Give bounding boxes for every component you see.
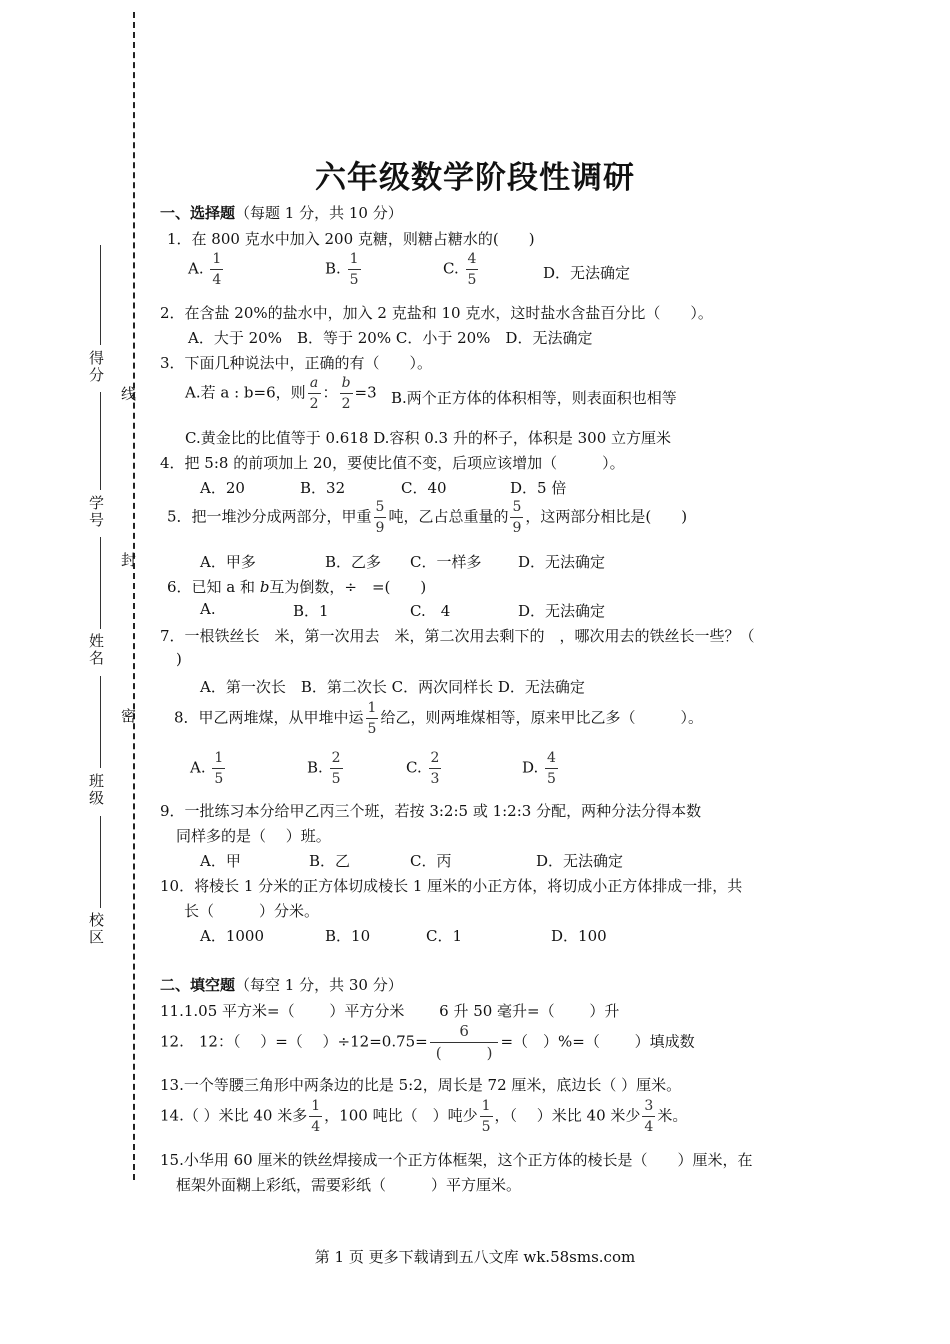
section1-heading: 一、选择题 xyxy=(160,204,236,222)
q1-option-b: B. $\frac{1}{5}$ xyxy=(325,251,359,288)
q3-option-b: B.两个正方体的体积相等，则表面积也相等 xyxy=(391,389,677,407)
page-title: 六年级数学阶段性调研 xyxy=(315,160,635,196)
q6-stem: 6．已知 a 和 b互为倒数，÷ =( ) xyxy=(167,578,427,596)
q8-option-d: D. $\frac{4}{5}$ xyxy=(522,750,556,787)
seal-word-feng: 封 xyxy=(119,552,137,569)
q14: 14.（ ）米比 40 米多 $\frac{1}{4}$ ，100 吨比（ ）吨少 $\frac{1}{5}$ ，（ ）米比 40 米少 $\frac{3}{4}$ 米。 xyxy=(160,1098,688,1135)
q7-stem-line2: ) xyxy=(176,650,182,668)
q9-option-c: C．丙 xyxy=(410,852,452,870)
q6-option-a: A. xyxy=(200,600,216,618)
q1-stem: 1．在 800 克水中加入 200 克糖，则糖占糖水的( ) xyxy=(167,230,535,248)
q4-stem: 4．把 5:8 的前项加上 20，要使比值不变，后项应该增加（ ）。 xyxy=(160,454,625,472)
seal-word-mi: 密 xyxy=(119,708,137,725)
q5-option-b: B．乙多 xyxy=(325,553,382,571)
q5-option-d: D．无法确定 xyxy=(518,553,606,571)
q3-options-cd: C.黄金比的比值等于 0.618 D.容积 0.3 升的杯子，体积是 300 立方厘米 xyxy=(185,429,672,447)
q10-option-c: C．1 xyxy=(426,927,463,945)
q6-option-b: B．1 xyxy=(293,602,329,620)
field-class-rule xyxy=(100,676,101,768)
seal-word-xian: 线 xyxy=(119,386,137,403)
q15-line1: 15.小华用 60 厘米的铁丝焊接成一个正方体框架，这个正方体的棱长是（ ）厘米，在 xyxy=(160,1151,753,1169)
q9-stem-line2: 同样多的是（ ）班。 xyxy=(176,827,331,845)
field-score-rule xyxy=(100,245,101,345)
section1-note: （每题 1 分，共 10 分） xyxy=(235,204,403,222)
q6-option-d: D．无法确定 xyxy=(518,602,606,620)
q9-option-a: A．甲 xyxy=(200,852,241,870)
q8-option-a: A. $\frac{1}{5}$ xyxy=(190,750,224,787)
section2-heading-row xyxy=(160,974,403,995)
q10-stem-line2: 长（ ）分米。 xyxy=(184,902,320,920)
q4-option-d: D．5 倍 xyxy=(510,479,567,497)
q5-stem: 5．把一堆沙分成两部分，甲重 $\frac{5}{9}$ 吨，乙占总重量的 $\frac{5}{9}$ ，这两部分相比是( ) xyxy=(167,499,688,536)
q11: 11.1.05 平方米=（ ）平方分米 6 升 50 毫升=（ ）升 xyxy=(160,1002,620,1020)
q2-stem: 2．在含盐 20%的盐水中，加入 2 克盐和 10 克水，这时盐水含盐百分比（ ）。 xyxy=(160,304,713,322)
page-footer: 第 1 页 更多下载请到五八文库 wk.58sms.com xyxy=(314,1248,636,1266)
q13: 13.一个等腰三角形中两条边的比是 5:2，周长是 72 厘米，底边长（ ）厘米。 xyxy=(160,1076,682,1094)
field-class-label: 班级 xyxy=(87,773,105,807)
q8-option-c: C. $\frac{2}{3}$ xyxy=(406,750,440,787)
field-student-id-label: 学号 xyxy=(87,495,105,529)
section1-heading-row xyxy=(160,202,403,223)
q9-stem-line1: 9．一批练习本分给甲乙丙三个班，若按 3:2:5 或 1:2:3 分配，两种分法分得本数 xyxy=(160,802,702,820)
q15-line2: 框架外面糊上彩纸，需要彩纸（ ）平方厘米。 xyxy=(176,1176,522,1194)
section2-note: （每空 1 分，共 30 分） xyxy=(235,976,403,994)
field-name-rule xyxy=(100,537,101,629)
q12: 12. 12：（ ）=（ ）÷12=0.75= $\frac{6}{( )}$ =（ ）%=（ ）填成数 xyxy=(160,1022,695,1062)
q3-option-a: A.若 a : b=6，则 $\frac{a}{2}$ ： $\frac{b}{2}$ =3 xyxy=(185,375,377,412)
q9-option-b: B．乙 xyxy=(309,852,351,870)
q1-option-c: C. $\frac{4}{5}$ xyxy=(443,251,477,288)
q10-stem-line1: 10．将棱长 1 分米的正方体切成棱长 1 厘米的小正方体，将切成小正方体排成一排，共 xyxy=(160,877,743,895)
q10-option-b: B．10 xyxy=(325,927,371,945)
q2-options: A．大于 20% B．等于 20% C．小于 20% D．无法确定 xyxy=(188,329,593,347)
field-campus-label: 校区 xyxy=(87,912,105,946)
q5-option-c: C．一样多 xyxy=(410,553,482,571)
section2-heading: 二、填空题 xyxy=(160,976,236,994)
q9-option-d: D．无法确定 xyxy=(536,852,624,870)
q7-options: A．第一次长 B．第二次长 C．两次同样长 D．无法确定 xyxy=(200,678,585,696)
q7-stem-line1: 7．一根铁丝长 米，第一次用去 米，第二次用去剩下的 ，哪次用去的铁丝长一些？（ xyxy=(160,627,755,645)
q8-stem: 8．甲乙两堆煤，从甲堆中运 $\frac{1}{5}$ 给乙，则两堆煤相等，原来甲比乙多（ ）。 xyxy=(174,700,703,737)
q6-option-c: C. 4 xyxy=(410,602,451,620)
q4-option-a: A．20 xyxy=(200,479,245,497)
q1-option-a: A. $\frac{1}{4}$ xyxy=(188,251,222,288)
field-name-label: 姓名 xyxy=(87,633,105,667)
field-student-id-rule xyxy=(100,392,101,490)
q1-option-d: D．无法确定 xyxy=(543,264,631,282)
q10-option-a: A．1000 xyxy=(200,927,265,945)
field-score-label: 得分 xyxy=(87,350,105,384)
field-campus-rule xyxy=(100,816,101,908)
q4-option-b: B．32 xyxy=(300,479,346,497)
q8-option-b: B. $\frac{2}{5}$ xyxy=(307,750,341,787)
q5-option-a: A．甲多 xyxy=(200,553,256,571)
q3-stem: 3．下面几种说法中，正确的有（ ）。 xyxy=(160,354,433,372)
q4-option-c: C．40 xyxy=(401,479,447,497)
q10-option-d: D．100 xyxy=(551,927,607,945)
